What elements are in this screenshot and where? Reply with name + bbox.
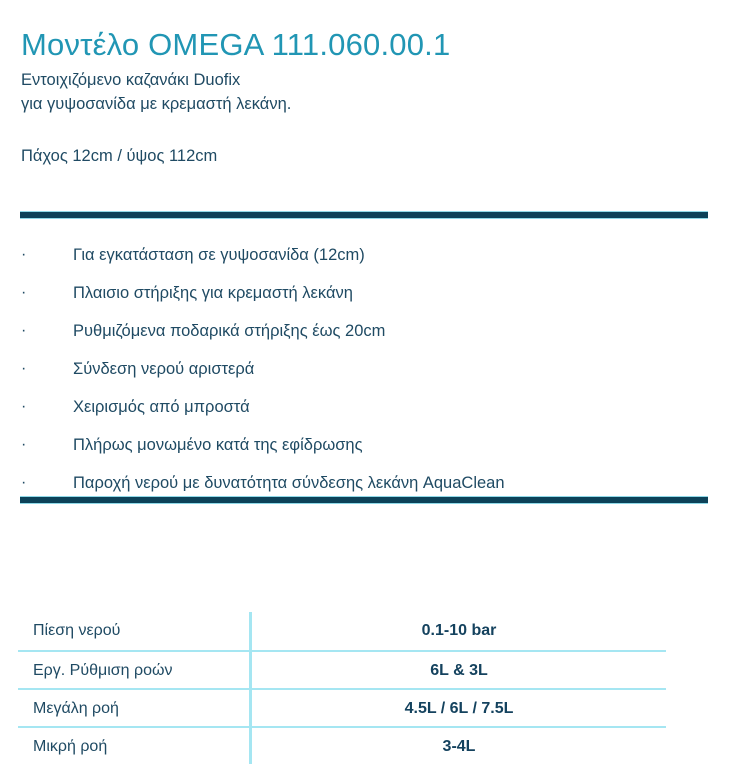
intro-paragraph	[21, 68, 291, 116]
spec-value: 4.5L / 6L / 7.5L	[404, 700, 514, 717]
intro-line-2: για γυψοσανίδα με κρεμαστή λεκάνη.	[21, 95, 292, 113]
feature-label: Ρυθμιζόμενα ποδαρικά στήριξης έως 20cm	[73, 322, 386, 340]
list-item	[0, 350, 742, 388]
divider-rule-bottom	[20, 496, 708, 504]
table-row	[18, 688, 666, 728]
dimensions-text: Πάχος 12cm / ύψος 112cm	[21, 147, 218, 165]
table-row	[18, 612, 666, 650]
feature-label: Για εγκατάσταση σε γυψοσανίδα (12cm)	[73, 246, 365, 264]
feature-label: Πλαισιο στήριξης για κρεμαστή λεκάνη	[73, 284, 353, 302]
list-item	[0, 236, 742, 274]
table-row	[18, 726, 666, 766]
table-row	[18, 650, 666, 690]
feature-list	[0, 236, 742, 502]
bullet-icon: ·	[21, 246, 27, 263]
divider-rule-top	[20, 211, 708, 219]
spec-value: 0.1-10 bar	[421, 622, 497, 639]
list-item	[0, 426, 742, 464]
bullet-icon: ·	[21, 436, 27, 453]
bullet-icon: ·	[21, 398, 27, 415]
list-item	[0, 388, 742, 426]
spec-value: 3-4L	[442, 738, 476, 755]
feature-label: Σύνδεση νερού αριστερά	[73, 360, 255, 378]
intro-line-1: Εντοιχιζόμενο καζανάκι Duofix	[21, 71, 241, 89]
spec-value: 6L & 3L	[430, 662, 488, 679]
spec-label: Πίεση νερού	[33, 622, 121, 639]
spec-label: Εργ. Ρύθμιση ροών	[33, 662, 173, 679]
feature-label: Παροχή νερού με δυνατότητα σύνδεσης λεκάνη AquaClean	[73, 474, 505, 492]
bullet-icon: ·	[21, 474, 27, 491]
spec-label: Μικρή ροή	[33, 738, 108, 755]
bullet-icon: ·	[21, 360, 27, 377]
feature-label: Χειρισμός από μπροστά	[73, 398, 250, 416]
page-title: Μοντέλο OMEGA 111.060.00.1	[21, 26, 451, 62]
feature-label: Πλήρως μονωμένο κατά της εφίδρωσης	[73, 436, 363, 454]
bullet-icon: ·	[21, 322, 27, 339]
spec-table	[18, 600, 666, 770]
spec-label: Μεγάλη ροή	[33, 700, 119, 717]
bullet-icon: ·	[21, 284, 27, 301]
list-item	[0, 274, 742, 312]
list-item	[0, 312, 742, 350]
